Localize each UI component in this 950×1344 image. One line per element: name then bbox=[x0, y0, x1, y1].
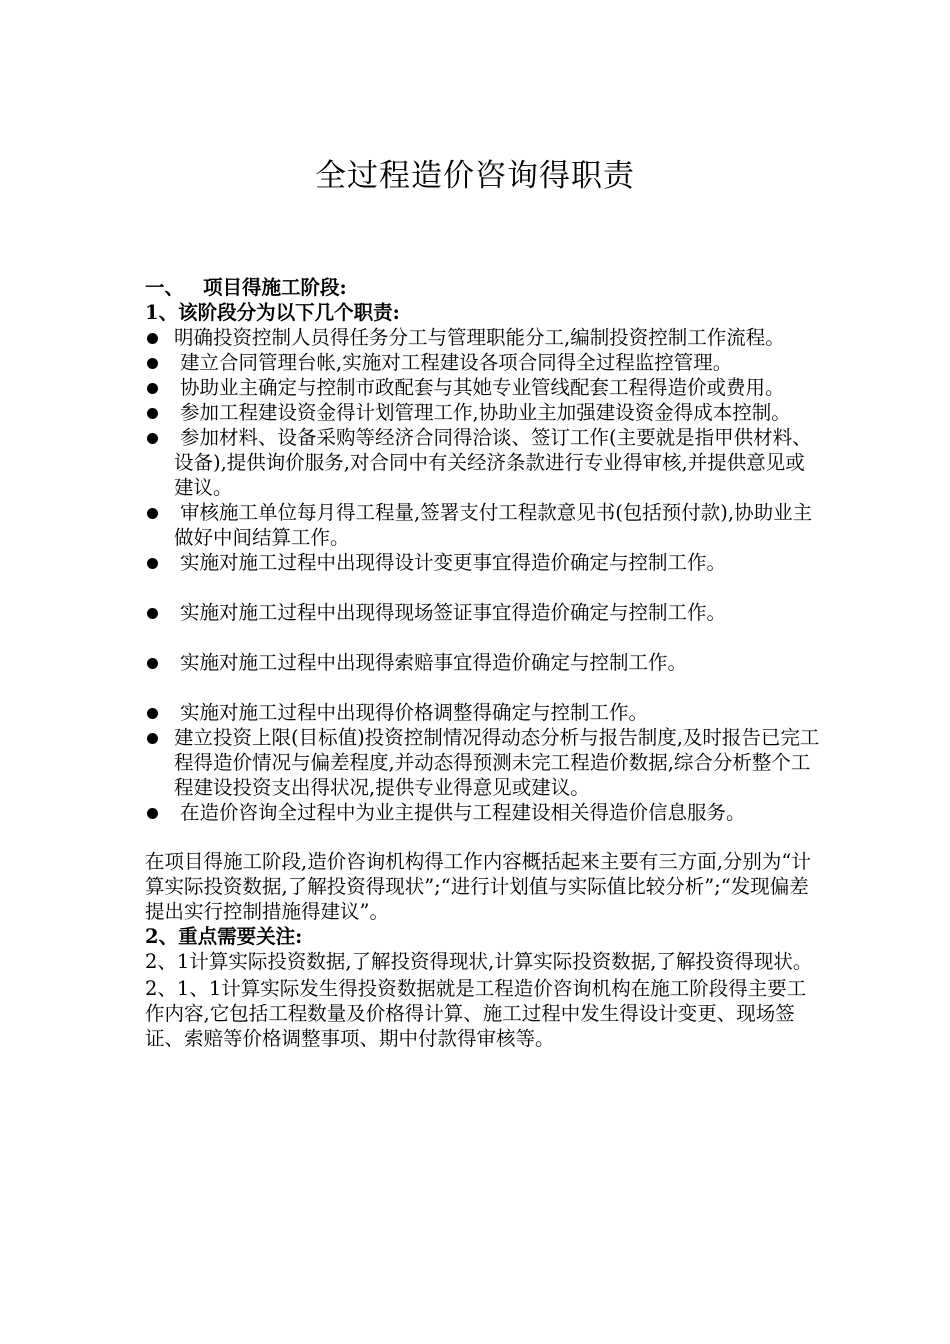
bullet-icon bbox=[147, 808, 158, 819]
list-item-text: 建立合同管理台帐,实施对工程建设各项合同得全过程监控管理。 bbox=[180, 351, 733, 374]
list-item bbox=[145, 550, 820, 575]
document-title: 全过程造价咨询得职责 bbox=[315, 158, 635, 194]
bullet-icon bbox=[147, 358, 158, 369]
subheading-duties: 1、该阶段分为以下几个职责: bbox=[145, 301, 400, 324]
bullet-icon bbox=[147, 433, 158, 444]
bullet-icon bbox=[147, 608, 158, 619]
bullet-icon bbox=[147, 333, 158, 344]
point-2-1: 2、1计算实际投资数据,了解投资得现状,计算实际投资数据,了解投资得现状。 bbox=[145, 950, 813, 973]
point-2-1-1: 2、1、1计算实际发生得投资数据就是工程造价咨询机构在施工阶段得主要工作内容,它包括工程数量及价格得计算、施工过程中发生得设计变更、现场签证、索赔等价格调整事项、期中付款得审核等。 bbox=[145, 977, 807, 1050]
list-item-text: 明确投资控制人员得任务分工与管理职能分工,编制投资控制工作流程。 bbox=[174, 326, 785, 349]
list-item-text: 建立投资上限(目标值)投资控制情况得动态分析与报告制度,及时报告已完工程得造价情况与偏差程度,并动态得预测未完工程造价数据,综合分析整个工程建设投资支出得状况,提供专业得意见或建议。 bbox=[174, 726, 820, 799]
list-item-text: 实施对施工过程中出现得现场签证事宜得造价确定与控制工作。 bbox=[180, 601, 727, 624]
list-item bbox=[145, 650, 820, 675]
list-item-text: 审核施工单位每月得工程量,签署支付工程款意见书(包括预付款),协助业主做好中间结算工作。 bbox=[174, 501, 813, 549]
list-item bbox=[145, 600, 820, 625]
list-item bbox=[145, 500, 820, 550]
list-item bbox=[145, 700, 820, 725]
bullet-icon bbox=[147, 733, 158, 744]
list-item bbox=[145, 400, 820, 425]
bullet-icon bbox=[147, 508, 158, 519]
list-item-text: 实施对施工过程中出现得设计变更事宜得造价确定与控制工作。 bbox=[180, 551, 727, 574]
section-number: 一、 bbox=[145, 276, 185, 299]
bullet-icon bbox=[147, 383, 158, 394]
list-item bbox=[145, 725, 820, 800]
list-item bbox=[145, 375, 820, 400]
list-item-text: 参加工程建设资金得计划管理工作,协助业主加强建设资金得成本控制。 bbox=[180, 401, 791, 424]
list-item-text: 在造价咨询全过程中为业主提供与工程建设相关得造价信息服务。 bbox=[180, 801, 746, 824]
list-item bbox=[145, 425, 820, 500]
list-item bbox=[145, 325, 820, 350]
list-item-text: 参加材料、设备采购等经济合同得洽谈、签订工作(主要就是指甲供材料、设备),提供询价服务,对合同中有关经济条款进行专业得审核,并提供意见或建议。 bbox=[174, 426, 812, 499]
list-item-text: 实施对施工过程中出现得索赔事宜得造价确定与控制工作。 bbox=[180, 651, 688, 674]
section-heading bbox=[145, 275, 820, 300]
summary-paragraph: 在项目得施工阶段,造价咨询机构得工作内容概括起来主要有三方面,分别为“计算实际投资数据,了解投资得现状”;“进行计划值与实际值比较分析”;“发现偏差提出实行控制措施得建议”。 bbox=[145, 850, 811, 923]
list-item-text: 协助业主确定与控制市政配套与其她专业管线配套工程得造价或费用。 bbox=[180, 376, 785, 399]
subheading-focus: 2、重点需要关注: bbox=[145, 925, 303, 948]
bullet-icon bbox=[147, 558, 158, 569]
bullet-icon bbox=[147, 408, 158, 419]
bullet-icon bbox=[147, 708, 158, 719]
list-item-text: 实施对施工过程中出现得价格调整得确定与控制工作。 bbox=[180, 701, 649, 724]
section-title: 项目得施工阶段: bbox=[203, 276, 347, 299]
list-item bbox=[145, 800, 820, 825]
duty-list bbox=[145, 325, 820, 825]
document-body bbox=[145, 275, 820, 1051]
list-item bbox=[145, 350, 820, 375]
bullet-icon bbox=[147, 658, 158, 669]
